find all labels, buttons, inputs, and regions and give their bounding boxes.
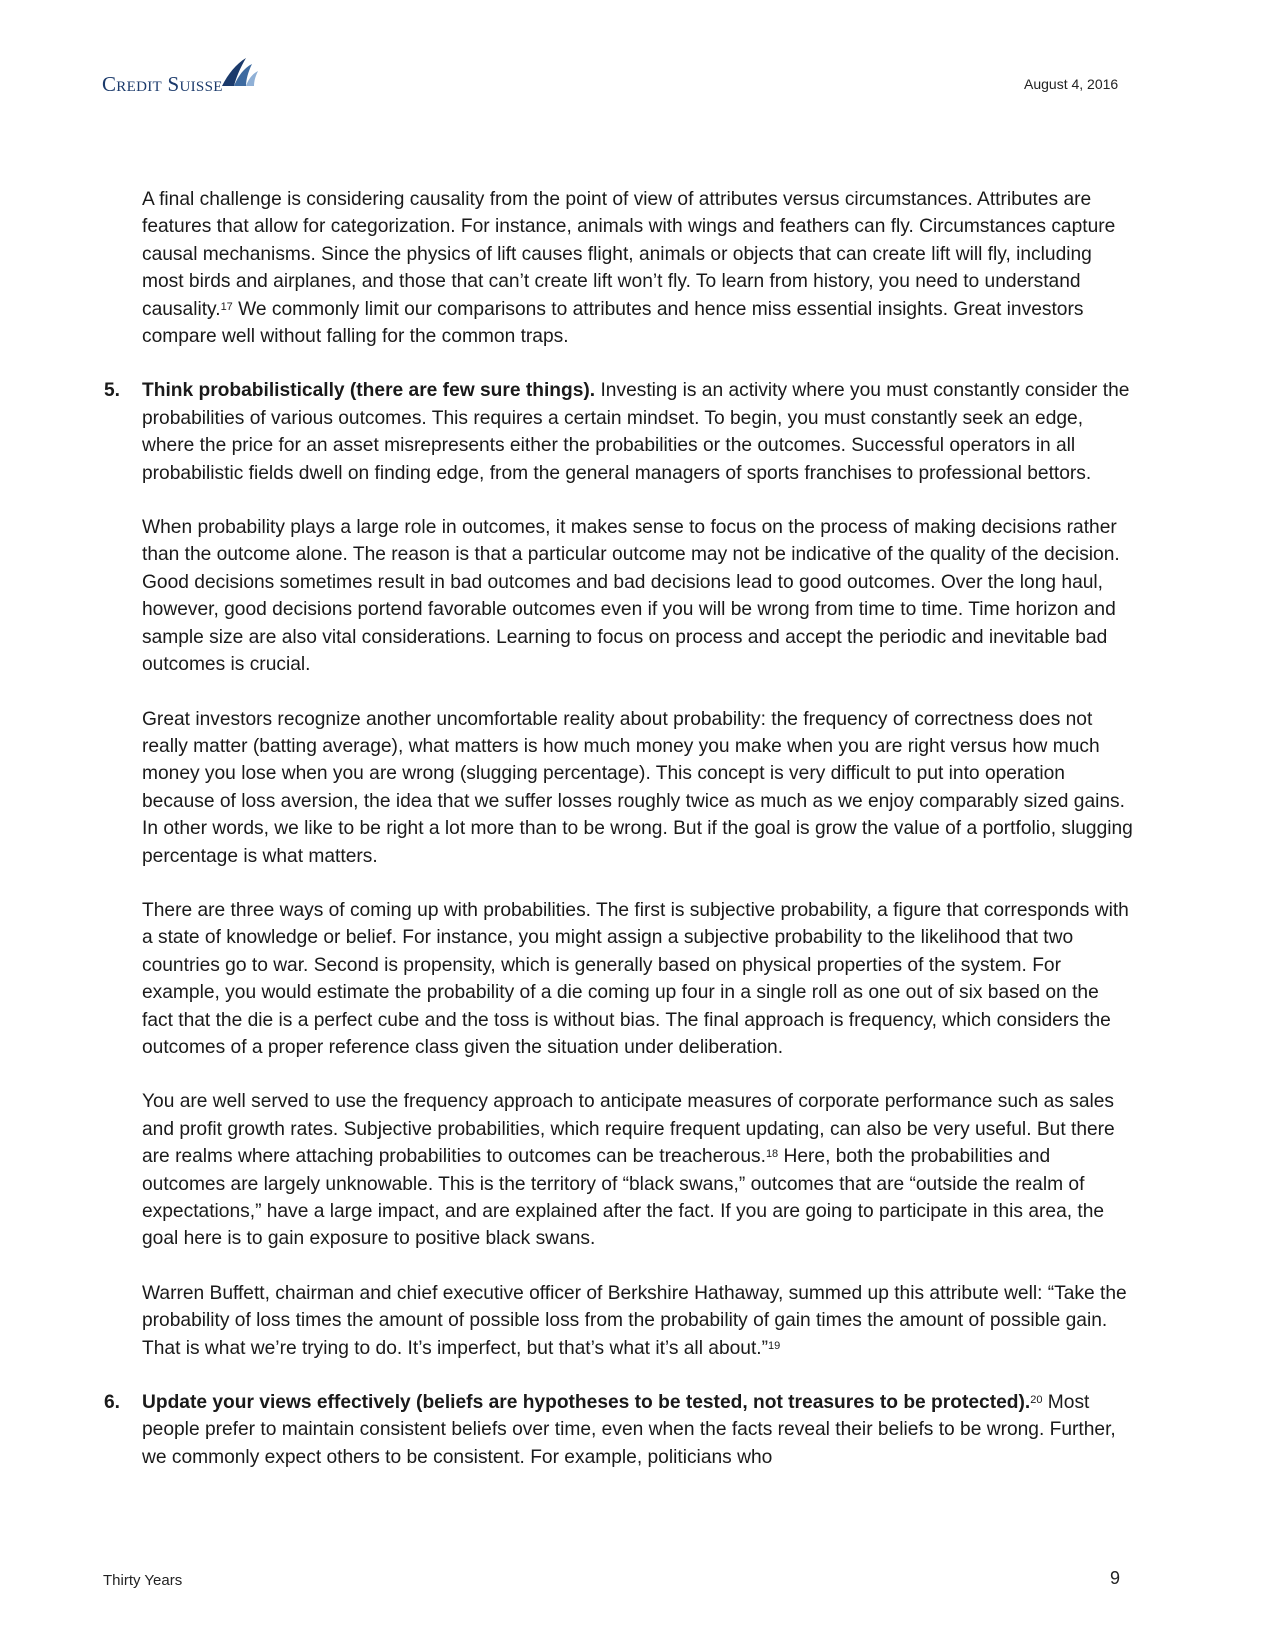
paragraph-three-ways: There are three ways of coming up with probabilities. The first is subjective probability, a figure that corresponds with a state of knowledge or belief. For instance, you might assign a subjective probability to the likelihood that two countries go to war. Second is propensity, which is generally based on physical properties of the system. For example, you would estimate the probability of a die coming up four in a single roll as one out of six based on the fact that the die is a perfect cube and the toss is without bias. The final approach is frequency, which considers the outcomes of a proper reference class given the situation under deliberation. (142, 899, 1129, 1058)
document-body (104, 186, 1134, 1498)
page-number: 9 (1110, 1568, 1121, 1588)
footer-title: Thirty Years (103, 1572, 183, 1589)
item-text: Update your views effectively (beliefs are hypotheses to be tested, not treasures to be protected).$^{20}$ Most people prefer to maintain consistent beliefs over time, even when the facts reveal their beliefs to be wrong. Further, we commonly expect others to be consistent. For example, politicians who (142, 1392, 1116, 1468)
report-date: August 4, 2016 (1024, 76, 1119, 92)
list-item-6 (104, 1389, 1134, 1471)
footnote-ref[interactable]: 19 (768, 1339, 781, 1352)
item-heading: Think probabilistically (there are few sure things). (142, 380, 596, 402)
sails-icon (214, 58, 258, 88)
logo-text: Credit Suisse (102, 72, 223, 96)
paragraph-buffett: Warren Buffett, chairman and chief executive officer of Berkshire Hathaway, summed up this attribute well: “Take the probability of loss times the amount of possible loss from the probability of gain times the amount of possible gain. That is what we’re trying to do. It’s imperfect, but that’s what it’s all about.”$^{19}$ (142, 1282, 1127, 1359)
item-text: Think probabilistically (there are few sure things). Investing is an activity where you must constantly consider the probabilities of various outcomes. This requires a certain mindset. To begin, you must constantly seek an edge, where the price for an asset misrepresents either the probabilities or the outcomes. Successful operators in all probabilistic fields dwell on finding edge, from the general managers of sports franchises to professional bettors. (142, 380, 1130, 484)
item-number: 5. (104, 380, 121, 402)
paragraph-causality: A final challenge is considering causality from the point of view of attributes versus circumstances. Attributes are features that allow for categorization. For instance, animals with wings and feathers can fly. Circumstances capture causal mechanisms. Since the physics of lift causes flight, animals or objects that can create lift will fly, including most birds and airplanes, and those that can’t create lift won’t fly. To learn from history, you need to understand causality.$^{17}$ We commonly limit our comparisons to attributes and hence miss essential insights. Great investors compare well without falling for the common traps. (142, 189, 1116, 348)
paragraph-frequency: You are well served to use the frequency approach to anticipate measures of corporate performance such as sales and profit growth rates. Subjective probabilities, which require frequent updating, can also be very useful. But there are realms where attaching probabilities to outcomes can be treacherous.$^{18}$ Here, both the probabilities and outcomes are largely unknowable. This is the territory of “black swans,” outcomes that are “outside the realm of expectations,” have a large impact, and are explained after the fact. If you are going to participate in this area, the goal here is to gain exposure to positive black swans. (142, 1091, 1115, 1250)
footnote-ref[interactable]: 18 (765, 1148, 779, 1161)
paragraph-process: When probability plays a large role in outcomes, it makes sense to focus on the process of making decisions rather than the outcome alone. The reason is that a particular outcome may not be indicative of the quality of the decision. Good decisions sometimes result in bad outcomes and bad decisions lead to good outcomes. Over the long haul, however, good decisions portend favorable outcomes even if you will be wrong from time to time. Time horizon and sample size are also vital considerations. Learning to focus on process and accept the periodic and inevitable bad outcomes is crucial. (142, 517, 1120, 676)
credit-suisse-logo (102, 58, 262, 98)
item-heading: Update your views effectively (beliefs are hypotheses to be tested, not treasures to be protected). (142, 1392, 1031, 1414)
footnote-ref[interactable]: 20 (1030, 1394, 1043, 1407)
footnote-ref[interactable]: 17 (220, 300, 233, 313)
list-item-5 (104, 377, 1134, 487)
paragraph-great-investors: Great investors recognize another uncomfortable reality about probability: the frequency of correctness does not really matter (batting average), what matters is how much money you make when you are right versus how much money you lose when you are wrong (slugging percentage). This concept is very difficult to put into operation because of loss aversion, the idea that we suffer losses roughly twice as much as we enjoy comparably sized gains. In other words, we like to be right a lot more than to be wrong. But if the goal is grow the value of a portfolio, slugging percentage is what matters. (142, 708, 1133, 867)
item-number: 6. (104, 1392, 121, 1414)
